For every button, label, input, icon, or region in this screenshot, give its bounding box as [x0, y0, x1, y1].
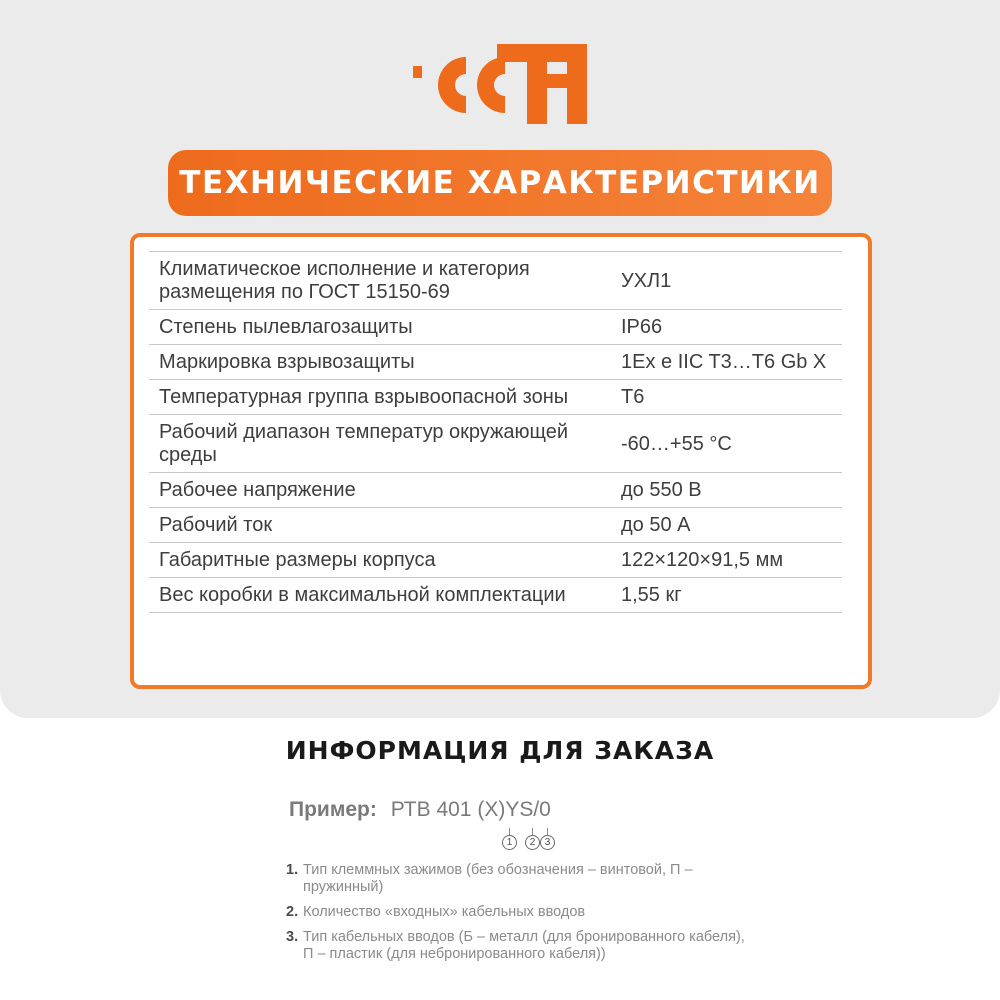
note-text: Тип клеммных зажимов (без обозначения – винтовой, П – пружинный) [303, 862, 693, 895]
example-label: Пример: [289, 798, 377, 821]
page-title: ТЕХНИЧЕСКИЕ ХАРАКТЕРИСТИКИ [179, 165, 821, 201]
order-example [289, 798, 551, 822]
table-row [149, 473, 842, 508]
spec-value: до 50 А [621, 514, 691, 536]
specifications-card [130, 233, 872, 689]
spec-value: Т6 [621, 386, 645, 408]
marker-tick [532, 828, 533, 835]
spec-value: IP66 [621, 316, 663, 338]
spec-value: УХЛ1 [621, 269, 672, 292]
table-row [149, 415, 842, 473]
note-number: 3. [286, 929, 299, 945]
spec-value: 1Ex e IIC T3…T6 Gb X [621, 351, 827, 373]
note-text: Тип кабельных вводов (Б – металл (для бронированного кабеля), П – пластик (для небронированного кабеля)) [303, 929, 745, 962]
spec-param: Вес коробки в максимальной комплектации [159, 584, 566, 606]
title-banner [168, 150, 832, 216]
marker-tick [509, 828, 510, 835]
note-text: Количество «входных» кабельных вводов [303, 904, 586, 920]
table-row [149, 380, 842, 415]
spec-param: Рабочий ток [159, 514, 273, 536]
spec-param: Климатическое исполнение и категория размещения по ГОСТ 15150-69 [159, 258, 530, 303]
marker-circle: 1 [502, 835, 517, 850]
spec-param: Габаритные размеры корпуса [159, 549, 436, 571]
spec-param: Рабочий диапазон температур окружающей среды [159, 421, 569, 466]
table-row [149, 578, 842, 613]
spec-param: Рабочее напряжение [159, 479, 356, 501]
note-number: 2. [286, 904, 299, 920]
spec-value: 122×120×91,5 мм [621, 549, 784, 571]
spec-value: -60…+55 °С [621, 432, 732, 455]
table-row [149, 310, 842, 345]
list-item [286, 904, 746, 921]
note-number: 1. [286, 862, 299, 878]
table-row [149, 345, 842, 380]
marker-tick [547, 828, 548, 835]
marker-circle: 2 [525, 835, 540, 850]
spec-value: до 550 В [621, 479, 702, 501]
list-item [286, 862, 746, 896]
spec-param: Температурная группа взрывоопасной зоны [159, 386, 569, 408]
order-info-title: ИНФОРМАЦИЯ ДЛЯ ЗАКАЗА [285, 736, 715, 765]
ssi-logo-icon [413, 44, 587, 126]
order-notes-list [286, 862, 746, 971]
table-row [149, 508, 842, 543]
marker-circle: 3 [540, 835, 555, 850]
table-row [149, 543, 842, 578]
specifications-table [149, 251, 842, 613]
spec-param: Степень пылевлагозащиты [159, 316, 413, 338]
spec-param: Маркировка взрывозащиты [159, 351, 415, 373]
spec-value: 1,55 кг [621, 584, 682, 606]
list-item [286, 929, 746, 963]
example-code: РТВ 401 (X)YS/0 [390, 798, 551, 821]
table-row [149, 252, 842, 310]
